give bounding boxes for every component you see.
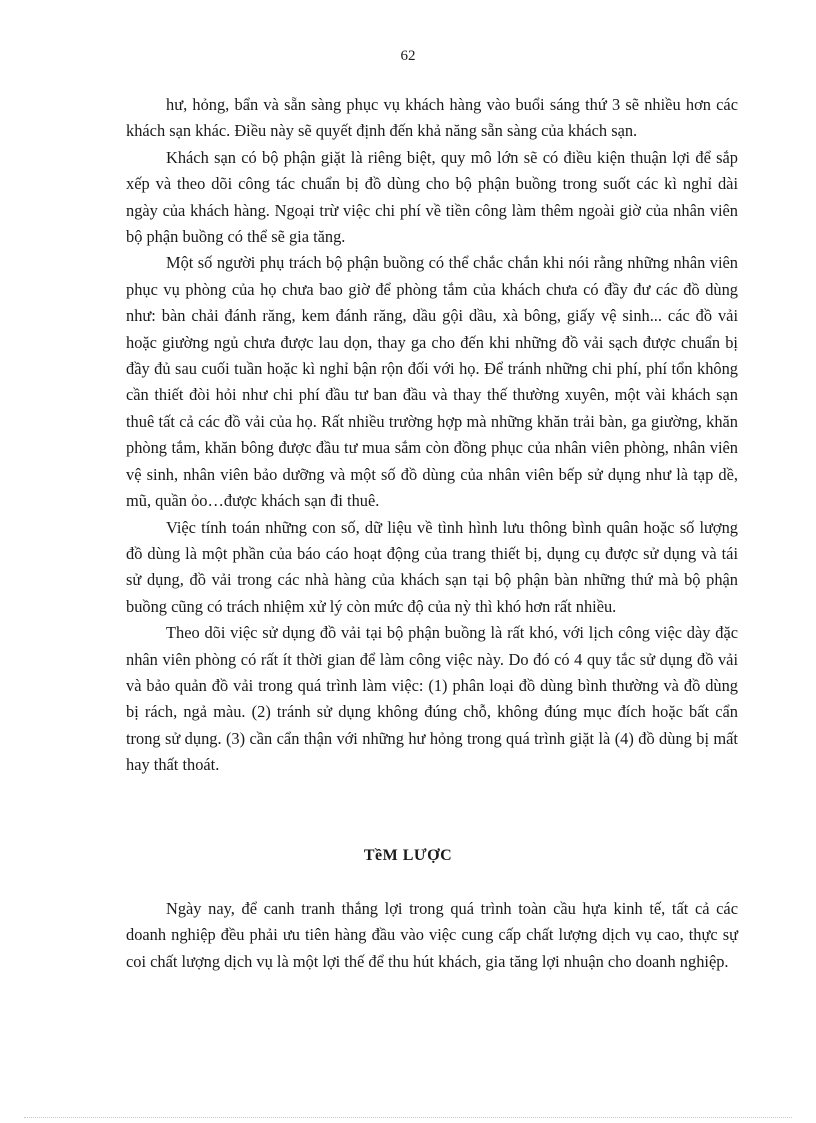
summary-paragraph: Ngày nay, để canh tranh thắng lợi trong quá trình toàn cầu hựa kinh tế, tất cả các doanh nghiệp đều phải ưu tiên hàng đầu vào việc cung cấp chất lượng dịch vụ cao, thực sự coi chất lượng dịch vụ là một lợi thế để thu hút khách, gia tăng lợi nhuận cho doanh nghiệp. [126,899,738,971]
body-text [126,92,738,779]
paragraph-5: Theo dõi việc sử dụng đồ vải tại bộ phận buồng là rất khó, với lịch công việc dày đặc nhân viên phòng có rất ít thời gian để làm công việc này. Do đó có 4 quy tắc sử dụng đồ vải và bảo quản đồ vải trong quá trình làm việc: (1) phân loại đồ dùng bình thường và đồ dùng bị rách, ngả màu. (2) tránh sử dụng không đúng chỗ, không đúng mục đích hoặc bất cẩn trong sử dụng. (3) cần cẩn thận với những hư hỏng trong quá trình giặt là (4) đồ dùng bị mất hay thất thoát. [126,623,738,775]
summary-section [126,896,738,975]
summary-heading: TềM LƯỢC [363,847,453,864]
paragraph-2: Khách sạn có bộ phận giặt là riêng biệt, quy mô lớn sẽ có điều kiện thuận lợi để sắp xếp và theo dõi công tác chuẩn bị đồ dùng cho bộ phận buồng trong suốt các kì nghỉ dài ngày của khách hàng. Ngoại trừ việc chi phí về tiền công làm thêm ngoài giờ của nhân viên bộ phận buồng có thể sẽ gia tăng. [126,147,738,247]
paragraph-3: Một số người phụ trách bộ phận buồng có thể chắc chắn khi nói rằng những nhân viên phục vụ phòng của họ chưa bao giờ để phòng tắm của khách chưa có đầy đư các đồ dùng như: bàn chải đánh răng, kem đánh răng, dầu gội dầu, xà bông, giấy vệ sinh... các đồ vải hoặc giường ngủ chưa được lau dọn, thay ga cho đến khi những đồ vải sạch được chuẩn bị đầy đủ sau cuối tuần hoặc kì nghỉ bận rộn đối với họ. Để tránh những chi phí, phí tổn không cần thiết đòi hỏi như chi phí đầu tư ban đầu và thay thế thường xuyên, một vài khách sạn thuê tất cả các đồ vải của họ. Rất nhiều trường hợp mà những khăn trải bàn, ga giường, khăn phòng tắm, khăn bông được đầu tư mua sắm còn đồng phục của nhân viên phòng, nhân viên vệ sinh, nhân viên bảo dưỡng và một số đồ dùng của nhân viên bếp sử dụng như là tạp dề, mũ, quần ỏo…được khách sạn đi thuê. [126,253,738,511]
paragraph-4: Việc tính toán những con số, dữ liệu về tình hình lưu thông bình quân hoặc số lượng đồ dùng là một phần của báo cáo hoạt động của trang thiết bị, dụng cụ được sử dụng và tái sử dụng, đồ vải trong các nhà hàng của khách sạn tại bộ phận bàn những thứ mà bộ phận buồng cũng có trách nhiệm xử lý còn mức độ của nỳ thì khó hơn rất nhiều. [126,517,738,616]
page-number: 62 [400,48,416,64]
paragraph-1: hư, hỏng, bẩn và sẵn sàng phục vụ khách hàng vào buổi sáng thứ 3 sẽ nhiều hơn các khách sạn khác. Điều này sẽ quyết định đến khả năng sẵn sàng của khách sạn. [126,95,738,141]
page-bottom-divider [24,1117,792,1118]
